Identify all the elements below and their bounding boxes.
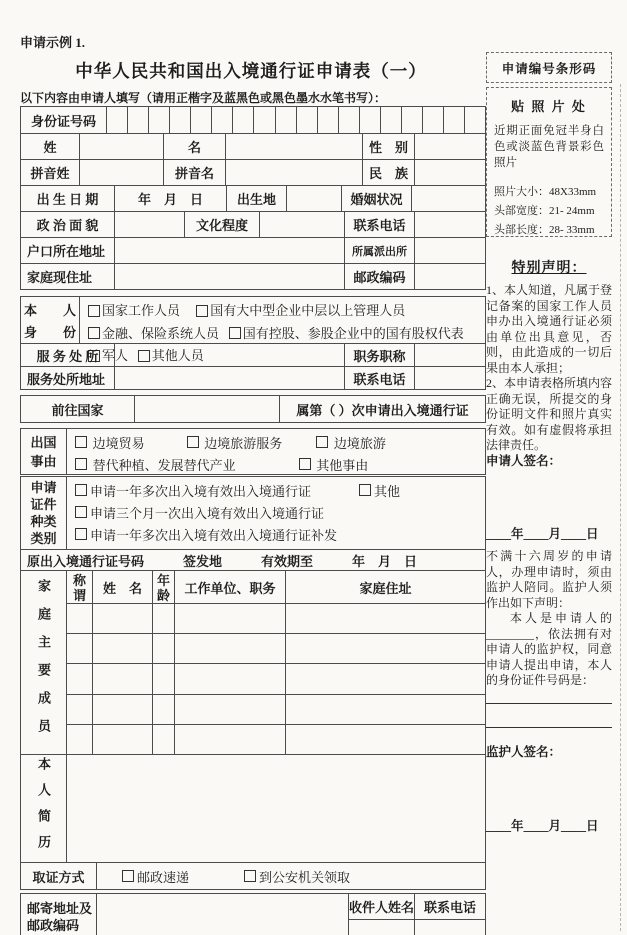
political-status-label: 政 治 面 貌: [36, 218, 99, 233]
cert-option-label: 其他: [374, 483, 401, 499]
travel-reason-line2: [75, 453, 477, 475]
fill-instruction: 以下内容由申请人填写（请用正楷字及蓝黑色或黑色墨水水笔书写）：: [20, 91, 387, 105]
work-input[interactable]: [174, 634, 285, 663]
identity-option-label: 其他人员: [151, 348, 204, 363]
member-name-input[interactable]: [92, 604, 152, 633]
name-row: [21, 133, 485, 159]
age-input[interactable]: [152, 725, 174, 754]
recipient-phone-column: [414, 894, 485, 935]
family-members-grid: [66, 571, 485, 754]
recipient-name-label: 收件人姓名: [349, 900, 415, 915]
destination-input[interactable]: [134, 396, 279, 422]
mailing-table: [20, 893, 486, 935]
checkbox-icon[interactable]: [122, 870, 134, 882]
cert-option-label: 申请三个月一次出入境有效出入境通行证: [90, 505, 325, 521]
work-input[interactable]: [174, 604, 285, 633]
recipient-column: [348, 894, 414, 935]
checkbox-icon[interactable]: [75, 484, 87, 496]
relation-input[interactable]: [67, 664, 92, 693]
declaration-item-2: 2、本申请表格所填内容正确无误，所提交的身份证明文件和照片真实有效。如有虚假将承担法律责任。: [486, 376, 613, 452]
home-address-row: [21, 263, 485, 289]
member-name-input[interactable]: [92, 664, 152, 693]
destination-label: 前往国家: [51, 402, 104, 418]
work-input[interactable]: [174, 664, 285, 693]
checkbox-icon[interactable]: [88, 305, 100, 317]
reason-option-label: 替代种植、发展替代产业: [92, 457, 236, 473]
contact-phone-input[interactable]: [414, 212, 485, 237]
family-member-row: [67, 694, 485, 724]
id-digit-cell[interactable]: [338, 107, 359, 133]
member-address-input[interactable]: [285, 695, 485, 724]
member-address-input[interactable]: [285, 634, 485, 663]
delivery-label: 取证方式: [32, 869, 85, 885]
mailing-label-line2: 邮政编码: [27, 918, 80, 933]
family-header-address: 家庭住址: [285, 571, 485, 603]
given-name-input[interactable]: [225, 134, 362, 159]
original-permit-text[interactable]: 原出入境通行证号码 签发地 有效期至 年 月 日: [27, 553, 418, 569]
id-digit-cell[interactable]: [443, 107, 464, 133]
relation-input[interactable]: [67, 634, 92, 663]
delivery-row: [21, 863, 485, 889]
cert-option-label: 申请一年多次出入境有效出入境通行证: [90, 483, 312, 499]
workplace-address-input[interactable]: [114, 367, 344, 389]
certificate-type-row: [21, 477, 485, 549]
example-label: 申请示例 1.: [20, 35, 86, 50]
family-header-work: 工作单位、职务: [174, 571, 285, 603]
id-digit-cell[interactable]: [253, 107, 274, 133]
contact-phone-label: 联系电话: [344, 212, 414, 237]
recipient-name-input[interactable]: [349, 919, 414, 935]
member-address-input[interactable]: [285, 725, 485, 754]
surname-label: 姓: [43, 140, 57, 155]
original-permit-row: [21, 550, 485, 570]
member-name-input[interactable]: [92, 725, 152, 754]
family-header-age: 年龄: [152, 571, 174, 603]
id-number-cells: [106, 107, 485, 133]
pinyin-surname-input[interactable]: [79, 160, 163, 185]
checkbox-icon[interactable]: [75, 458, 87, 470]
work-input[interactable]: [174, 695, 285, 724]
declaration-item-1: 1、本人知道，凡属于登记备案的国家工作人员申办出入境通行证必须由单位出具意见，否则，由此造成的一切后果由本人承担；: [486, 283, 613, 375]
birth-place-label: 出生地: [226, 186, 286, 211]
workplace-phone-input[interactable]: [414, 367, 485, 389]
id-digit-cell[interactable]: [107, 107, 127, 133]
political-status-input[interactable]: [114, 212, 184, 237]
family-members-row: [21, 571, 485, 754]
birth-row: [21, 185, 485, 211]
id-digit-cell[interactable]: [169, 107, 190, 133]
ethnicity-input[interactable]: [414, 160, 485, 185]
checkbox-icon[interactable]: [75, 436, 87, 448]
hukou-address-label: 户口所在地址: [27, 244, 106, 259]
original-permit-table: [20, 549, 486, 571]
delivery-option[interactable]: [244, 867, 350, 886]
id-digit-cell[interactable]: [317, 107, 338, 133]
reason-option[interactable]: [75, 433, 145, 452]
mailing-label-cell: [21, 894, 96, 935]
barcode-label: 申请编号条形码: [501, 61, 597, 76]
reason-option-label: 边境旅游: [333, 435, 386, 451]
age-input[interactable]: [152, 664, 174, 693]
hukou-address-input[interactable]: [114, 238, 344, 263]
reason-option[interactable]: [187, 433, 283, 452]
workplace-label: 服 务 处 所: [36, 348, 99, 364]
identity-option[interactable]: [88, 300, 180, 321]
gender-label: 性 别: [362, 134, 414, 159]
special-declaration-body: [486, 283, 612, 454]
travel-reason-row: [21, 429, 485, 474]
destination-row: [21, 396, 485, 422]
home-address-label: 家庭现住址: [27, 270, 93, 285]
family-header-name: 姓 名: [92, 571, 152, 603]
relation-input[interactable]: [67, 695, 92, 724]
delivery-option-label: 到公安机关领取: [259, 869, 351, 885]
ethnicity-label: 民 族: [362, 160, 414, 185]
identity-label-line1: 本 人: [23, 302, 76, 318]
id-digit-cell[interactable]: [127, 107, 148, 133]
checkbox-icon[interactable]: [229, 327, 241, 339]
pinyin-given-input[interactable]: [225, 160, 362, 185]
relation-input[interactable]: [67, 604, 92, 633]
guardian-statement: 本人是申请人的________，依法拥有对申请人的监护权，同意申请人提出申请，本人的身份证件号码是：: [486, 611, 612, 687]
identity-label-line2: 身 份: [23, 324, 76, 340]
member-address-input[interactable]: [285, 604, 485, 633]
personal-info-table: [20, 106, 486, 290]
resume-label-cell: [21, 755, 66, 862]
id-digit-cell[interactable]: [190, 107, 211, 133]
guardian-note: 不满十六周岁的申请人，办理申请时，须由监护人陪同。监护人须作出如下声明：: [486, 549, 612, 610]
family-members-table: [20, 570, 486, 755]
reason-option-label: 边境贸易: [92, 435, 145, 451]
family-header-relation: 称谓: [72, 572, 86, 603]
form-title: 中华人民共和国出入境通行证申请表（一）: [75, 61, 427, 81]
workplace-row: [21, 343, 485, 366]
pinyin-given-label: 拼音名: [163, 160, 225, 185]
checkbox-icon[interactable]: [75, 506, 87, 518]
travel-reason-label: 出国事由: [30, 434, 57, 469]
family-members-label: 家庭主要成员: [36, 578, 51, 747]
travel-reason-table: [20, 428, 486, 475]
postal-code-label: 邮政编码: [344, 264, 414, 289]
barcode-area: [486, 52, 612, 83]
id-digit-cell[interactable]: [422, 107, 443, 133]
identity-option-label: 国家工作人员: [102, 303, 181, 318]
cert-option-label: 申请一年多次出入境有效出入境通行证补发: [90, 527, 338, 543]
id-digit-cell[interactable]: [464, 107, 485, 133]
id-digit-cell[interactable]: [296, 107, 317, 133]
family-member-row: [67, 603, 485, 633]
cert-option[interactable]: [75, 481, 311, 500]
job-title-input[interactable]: [414, 344, 485, 366]
mailing-address-input[interactable]: [96, 894, 348, 935]
checkbox-icon[interactable]: [359, 484, 371, 496]
id-digit-cell[interactable]: [275, 107, 296, 133]
marital-status-input[interactable]: [411, 186, 485, 211]
identity-option-label: 国有大中型企业中层以上管理人员: [210, 303, 406, 318]
page-edge-dashed-line: [620, 84, 621, 931]
reason-option[interactable]: [299, 455, 369, 474]
guardian-id-blank-line[interactable]: [486, 726, 612, 728]
id-digit-cell[interactable]: [211, 107, 232, 133]
work-input[interactable]: [174, 725, 285, 754]
home-address-input[interactable]: [114, 264, 344, 289]
cert-option[interactable]: [75, 525, 337, 544]
workplace-address-row: [21, 366, 485, 389]
right-panel: [486, 0, 616, 935]
head-width-spec: 头部宽度：21- 24mm: [494, 205, 595, 217]
age-input[interactable]: [152, 604, 174, 633]
education-input[interactable]: [259, 212, 344, 237]
photo-area: [486, 87, 612, 237]
member-name-input[interactable]: [92, 634, 152, 663]
photo-area-title: 贴 照 片 处: [511, 99, 587, 114]
id-digit-cell[interactable]: [232, 107, 253, 133]
certificate-type-label: 申请证件种类类别: [30, 480, 57, 546]
member-name-input[interactable]: [92, 695, 152, 724]
identity-option-label: 军人: [102, 348, 129, 363]
family-member-row: [67, 633, 485, 663]
guardian-signature-label: 监护人签名：: [486, 745, 562, 759]
police-station-label: 所属派出所: [344, 238, 414, 263]
applicant-date-line[interactable]: ____年____月____日: [486, 527, 599, 541]
pinyin-row: [21, 159, 485, 185]
hukou-row: [21, 237, 485, 263]
resume-row: [21, 755, 485, 862]
resume-label: 本人简历: [36, 756, 51, 861]
certificate-type-table: [20, 476, 486, 550]
delivery-option-label: 邮政速递: [137, 869, 190, 885]
member-address-input[interactable]: [285, 664, 485, 693]
head-height-spec: 头部长度：28- 33mm: [494, 224, 595, 236]
checkbox-icon[interactable]: [88, 327, 100, 339]
delivery-table: [20, 862, 486, 890]
workplace-phone-label: 联系电话: [344, 367, 414, 389]
checkbox-icon[interactable]: [316, 436, 328, 448]
birth-ymd-cell[interactable]: 年 月 日: [114, 186, 226, 211]
mailing-label-line1: 邮寄地址及: [27, 901, 93, 916]
travel-reason-options: [66, 429, 485, 474]
certificate-type-options: [66, 477, 485, 549]
education-label: 文化程度: [184, 212, 259, 237]
reason-option-label: 边境旅游服务: [204, 435, 283, 451]
identity-option-label: 金融、保险系统人员: [102, 325, 220, 341]
applicant-signature-label: 申请人签名：: [486, 454, 562, 468]
delivery-options: [96, 863, 485, 889]
id-digit-cell[interactable]: [380, 107, 401, 133]
age-input[interactable]: [152, 634, 174, 663]
recipient-phone-label: 联系电话: [423, 900, 476, 915]
travel-reason-label-cell: [21, 429, 66, 474]
reason-option[interactable]: [75, 455, 236, 474]
resume-table: [20, 754, 486, 863]
id-digit-cell[interactable]: [401, 107, 422, 133]
id-number-row: [21, 107, 485, 133]
family-member-row: [67, 724, 485, 754]
relation-input[interactable]: [67, 725, 92, 754]
id-digit-cell[interactable]: [148, 107, 169, 133]
photo-description: 近期正面免冠半身白色或淡蓝色背景彩色照片: [494, 125, 604, 169]
postal-code-input[interactable]: [414, 264, 485, 289]
guardian-id-blank-line[interactable]: [486, 702, 612, 704]
identity-label: [21, 297, 79, 343]
checkbox-icon[interactable]: [75, 528, 87, 540]
photo-specs: [494, 183, 604, 240]
id-number-label: 身份证号码: [30, 113, 96, 129]
birth-date-label: 出 生 日 期: [36, 192, 99, 207]
mailing-row: [21, 894, 485, 935]
reason-option-label: 其他事由: [316, 457, 369, 473]
police-station-input[interactable]: [414, 238, 485, 263]
certificate-type-label-cell: [21, 477, 66, 549]
destination-table: [20, 395, 486, 423]
identity-option[interactable]: [196, 300, 405, 321]
marital-status-label: 婚姻状况: [341, 186, 411, 211]
family-header-row: [67, 571, 485, 603]
photo-size-spec: 照片大小：48X33mm: [494, 186, 597, 198]
guardian-section: [486, 549, 612, 689]
delivery-option[interactable]: [122, 867, 189, 886]
special-declaration-title: 特别声明：: [511, 261, 587, 276]
workplace-input[interactable]: [114, 344, 344, 366]
recipient-phone-input[interactable]: [415, 919, 485, 935]
family-members-label-cell: [21, 571, 66, 754]
travel-reason-line1: [75, 431, 477, 453]
politics-row: [21, 211, 485, 237]
given-name-label: 名: [163, 134, 225, 159]
reason-option[interactable]: [316, 433, 386, 452]
checkbox-icon[interactable]: [196, 305, 208, 317]
gender-input[interactable]: [414, 134, 485, 159]
family-member-row: [67, 663, 485, 693]
cert-option[interactable]: [359, 481, 400, 500]
checkbox-icon[interactable]: [187, 436, 199, 448]
checkbox-icon[interactable]: [244, 870, 256, 882]
age-input[interactable]: [152, 695, 174, 724]
cert-option[interactable]: [75, 503, 324, 522]
form-body: [20, 106, 486, 935]
identity-option-label: 国有控股、参股企业中的国有股权代表: [242, 325, 464, 341]
checkbox-icon[interactable]: [299, 458, 311, 470]
birth-place-input[interactable]: [286, 186, 341, 211]
guardian-date-line[interactable]: ____年____月____日: [486, 819, 599, 833]
application-times-note: 属第（ ）次申请出入境通行证: [279, 396, 485, 422]
surname-input[interactable]: [79, 134, 163, 159]
pinyin-surname-label: 拼音姓: [30, 166, 70, 181]
workplace-address-label: 服务处所地址: [27, 371, 106, 387]
identity-option[interactable]: [88, 323, 219, 344]
job-title-label: 职务职称: [344, 344, 414, 366]
resume-input[interactable]: [66, 755, 485, 862]
identity-table: [20, 296, 486, 390]
id-digit-cell[interactable]: [359, 107, 380, 133]
identity-option[interactable]: [229, 323, 464, 344]
